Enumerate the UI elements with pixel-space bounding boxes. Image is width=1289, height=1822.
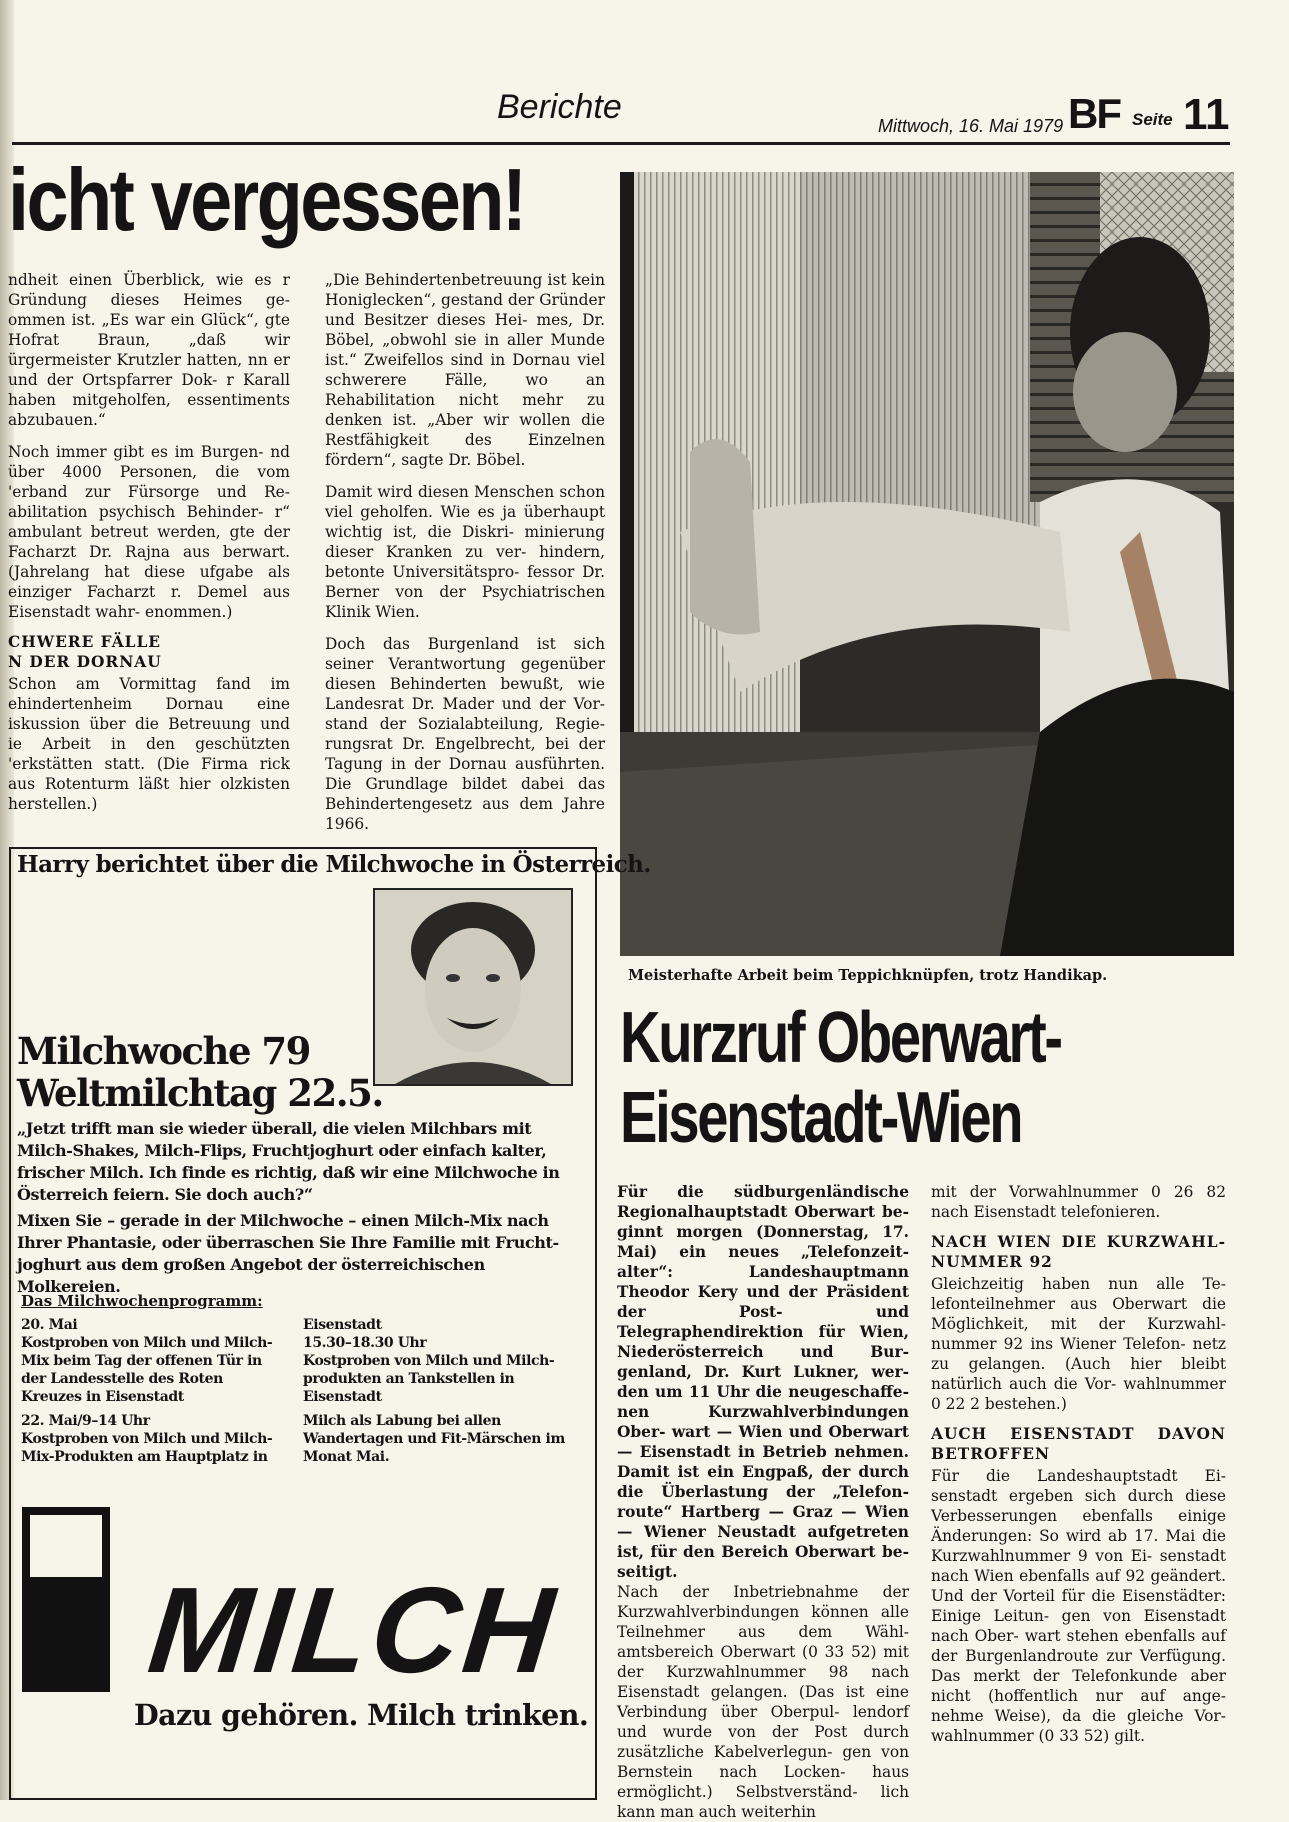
- paragraph: Damit wird diesen Menschen schon viel geholfen. Wie es ja überhaupt wichtig ist, die Diskri- minierung dieser Kranken zu ver- hindern, betonte Universitätspro- fessor Dr. Berner von der Psychiatrischen Klinik Wien.: [325, 483, 605, 621]
- newspaper-logo: BF: [1068, 90, 1120, 137]
- portrait-photo: [373, 888, 573, 1086]
- page-number: 11: [1183, 90, 1230, 139]
- program-column-right: [303, 1316, 573, 1472]
- headline-line: Eisenstadt-Wien: [620, 1078, 1022, 1158]
- lead-paragraph: Für die südburgenländische Regionalhauptstadt Oberwart be- ginnt morgen (Donnerstag, 17. Mai) ein neues „Telefonzeit- alter“: Landeshauptmann Theodor Kery und der Präsident der Post- und Telegraphendirektion für Wien, Niederösterreich und Bur- genland, Dr. Kurt Lukner, wer- den um 11 Uhr die neugeschaffe- nen Kurzwahlverbindungen Ober- wart — Wien und Oberwart — Eisenstadt in Betrieb nehmen. Damit ist ein Engpaß, der durch die Überlastung der „Telefon- route“ Hartberg — Graz — Wien — Wiener Neustadt aufgetreten ist, für den Bereich Oberwart be- seitigt.: [617, 1183, 909, 1581]
- ad-headline-line: Weltmilchtag 22.5.: [17, 1071, 383, 1115]
- ad-headline: [17, 1030, 383, 1114]
- program-item-text: Kostproben von Milch und Milch- Mix beim Tag der offenen Tür in der Landesstelle des Roten Kreuzes in Eisenstadt: [21, 1335, 273, 1405]
- ad-body: Mixen Sie – gerade in der Milchwoche – einen Milch-Mix nach Ihrer Phantasie, oder überraschen Sie Ihre Familie mit Frucht- joghurt aus dem großen Angebot der österreichischen Molkereien.: [17, 1211, 559, 1296]
- subheading-line: N DER DORNAU: [8, 653, 162, 671]
- subheading-line: CHWERE FÄLLE: [8, 633, 162, 651]
- paragraph: Gleichzeitig haben nun alle Te- lefonteilnehmer aus Oberwart die Möglichkeit, mit der Kurzwahl- nummer 92 ins Wiener Telefon- netz zu gelangen. (Auch hier bleibt natürlich auch die Vor- wahlnummer 0 22 2 bestehen.): [931, 1275, 1226, 1413]
- program-item-date: 20. Mai: [21, 1317, 78, 1333]
- article-headline: icht vergessen!: [8, 150, 525, 249]
- page-label: Seite: [1132, 110, 1173, 129]
- headline-line: Kurzruf Oberwart-: [620, 998, 1061, 1078]
- paragraph: „Die Behindertenbetreuung ist kein Honiglecken“, gestand der Gründer und Besitzer dieses Hei- mes, Dr. Böbel, „obwohl sie in aller Munde ist.“ Zweifellos sind in Dornau viel schwerere Fälle, wo an Rehabilitation nicht mehr zu denken ist. „Aber wir wollen die Restfähigkeit des Einzelnen fördern“, sagte Dr. Böbel.: [325, 271, 605, 469]
- program-item-text: Milch als Labung bei allen Wandertagen und Fit-Märschen im Monat Mai.: [303, 1413, 565, 1465]
- article-column-1: [8, 270, 290, 813]
- article-column-3: [617, 1182, 909, 1821]
- subheading: [8, 632, 290, 672]
- subheading: NACH WIEN DIE KURZWAHL- NUMMER 92: [931, 1233, 1226, 1271]
- photo-illustration: [620, 172, 1234, 956]
- paragraph: Doch das Burgenland ist sich seiner Verantwortung gegenüber diesen Behinderten bewußt, wie Landesrat Dr. Mader und der Vor- stand der Sozialabteilung, Regie- rungsrat Dr. Engelbrecht, bei der Tagung in der Dornau ausführten. Die Grundlage bildet dabei das Behindertengesetz aus dem Jahre 1966.: [325, 635, 605, 833]
- article-column-2: [325, 270, 605, 833]
- ad-headline-line: Milchwoche 79: [17, 1029, 310, 1073]
- milch-logo: MILCH: [142, 1562, 564, 1698]
- program-item-text: Kostproben von Milch und Milch- produkten an Tankstellen in Eisenstadt: [303, 1353, 555, 1405]
- paragraph: Nach der Inbetriebnahme der Kurzwahlverbindungen können alle Teilnehmer aus dem Wähl- amtsbereich Oberwart (0 33 52) mit der Kurzwahlnummer 98 nach Eisenstadt gelangen. (Das ist eine Verbindung über Oberpul- lendorf und wurde von der Post durch zusätzliche Kabelverlegun- gen von Bernstein nach Locken- haus ermöglicht.) Selbstverständ- lich kann man auch weiterhin: [617, 1583, 909, 1821]
- dateline: Mittwoch, 16. Mai 1979: [878, 116, 1064, 136]
- program-item-text: Kostproben von Milch und Milch- Mix-Produkten am Hauptplatz in: [21, 1431, 273, 1465]
- header-rule: [12, 142, 1230, 145]
- program-item-place: Eisenstadt: [303, 1317, 382, 1333]
- program-title: Das Milchwochenprogramm:: [21, 1292, 263, 1310]
- section-title: Berichte: [497, 88, 622, 126]
- ad-slogan: Dazu gehören. Milch trinken.: [134, 1698, 589, 1732]
- paragraph: Schon am Vormittag fand im ehindertenheim Dornau eine iskussion über die Betreuung und ie Arbeit in den geschützten 'erkstätten statt. (Die Firma rick aus Rotenturm läßt hier olzkisten herstellen.): [8, 675, 290, 813]
- paragraph: Für die Landeshauptstadt Ei- senstadt ergeben sich durch diese Verbesserungen ebenfalls einige Änderungen: So wird ab 17. Mai die Kurzwahlnummer 9 von Ei- senstadt nach Wien ebenfalls auf 92 geändert. Und der Vorteil für die Eisenstädter: Einige Leitun- gen von Eisenstadt nach Ober- wart stehen ebenfalls auf der Burgenlandroute zur Verfügung. Das merkt der Telefonkunde aber nicht (hoffentlich nur auf ange- nehme Weise), da die gleiche Vor- wahlnummer (0 33 52) gilt.: [931, 1467, 1226, 1745]
- ad-title: Harry berichtet über die Milchwoche in Österreich.: [17, 851, 651, 878]
- program-column-left: [21, 1316, 281, 1472]
- program-item-time: 15.30–18.30 Uhr: [303, 1335, 427, 1351]
- milk-glass-icon: [22, 1507, 110, 1692]
- subheading: AUCH EISENSTADT DAVON BETROFFEN: [931, 1425, 1226, 1463]
- article-column-4: [931, 1182, 1226, 1796]
- program-item-date: 22. Mai/9–14 Uhr: [21, 1413, 150, 1429]
- paragraph: mit der Vorwahlnummer 0 26 82 nach Eisenstadt telefonieren.: [931, 1183, 1226, 1221]
- article-headline: [620, 998, 1061, 1158]
- ad-text: [17, 1118, 582, 1302]
- paragraph: Noch immer gibt es im Burgen- nd über 4000 Personen, die vom 'erband zur Fürsorge und Re- abilitation psychisch Behinder- r“ ambulant betreut werden, gte der Facharzt Dr. Rajna aus berwart. (Jahrelang hat diese ufgabe als einziger Facharzt r. Demel aus Eisenstadt wahr- enommen.): [8, 443, 290, 621]
- ad-quote: „Jetzt trifft man sie wieder überall, die vielen Milchbars mit Milch-Shakes, Milch-Flips, Fruchtjoghurt oder einfach kalter, frischer Milch. Ich finde es richtig, daß wir eine Milchwoche in Österreich feiern. Sie doch auch?“: [17, 1119, 560, 1204]
- article-photo: [620, 172, 1234, 956]
- paragraph: ndheit einen Überblick, wie es r Gründung dieses Heimes ge- ommen ist. „Es war ein Glück“, gte Hofrat Braun, „daß wir ürgermeister Krutzler hatten, nn er und der Ortspfarrer Dok- r Karall haben mitgeholfen, essentiments abzubauen.“: [8, 271, 290, 429]
- photo-caption: Meisterhafte Arbeit beim Teppichknüpfen, trotz Handikap.: [628, 967, 1108, 984]
- portrait-illustration: [375, 890, 571, 1084]
